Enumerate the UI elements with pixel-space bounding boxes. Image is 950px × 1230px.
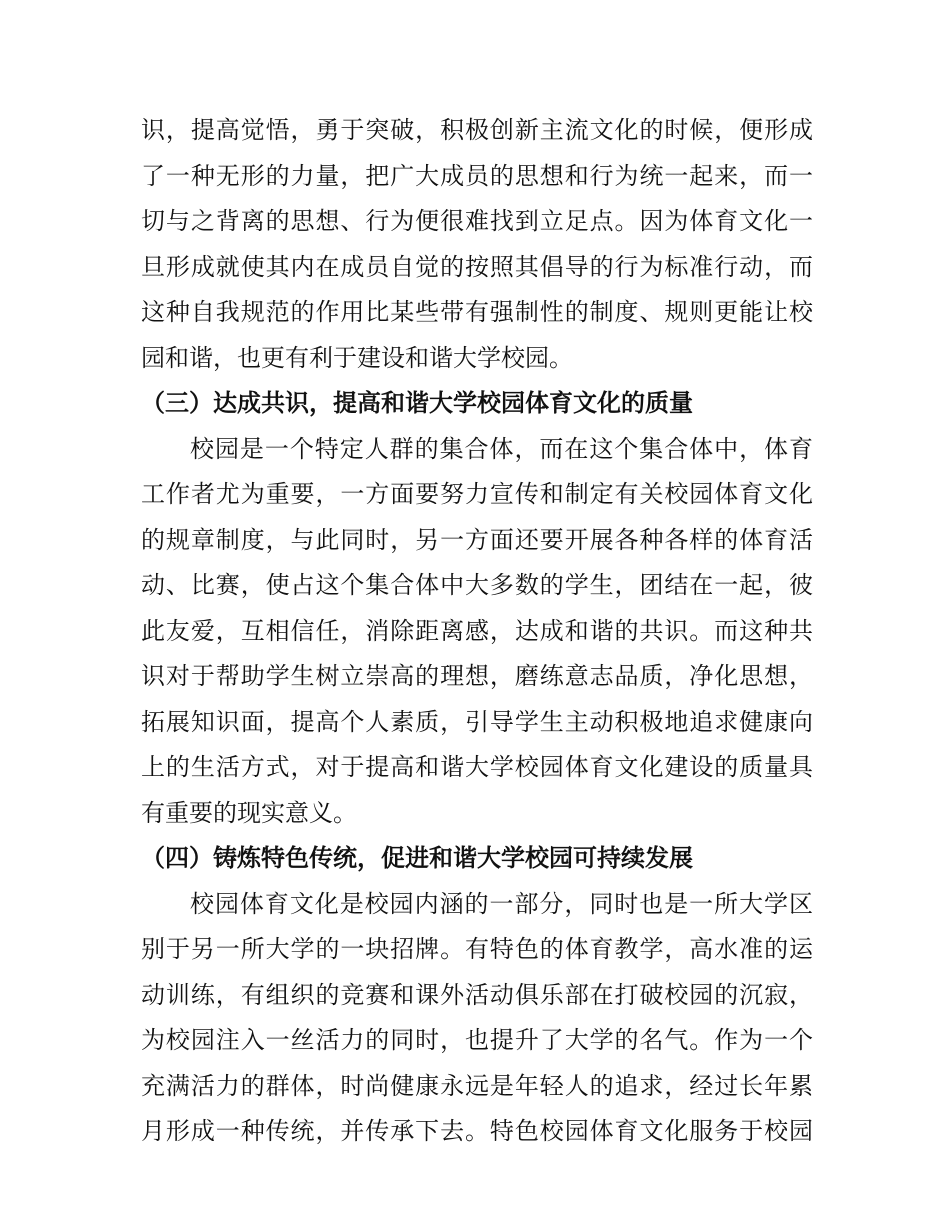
text-line: 动、比赛，使占这个集合体中大多数的学生，团结在一起，彼 [141, 571, 813, 599]
text-line: 这种自我规范的作用比某些带有强制性的制度、规则更能让校 [141, 298, 813, 326]
paragraph-continuation [141, 108, 813, 381]
text-line: 了一种无形的力量，把广大成员的思想和行为统一起来，而一 [141, 161, 813, 190]
section-heading-3: （三）达成共识，提高和谐大学校园体育文化的质量 [141, 389, 693, 417]
text-line: 上的生活方式，对于提高和谐大学校园体育文化建设的质量具 [141, 753, 813, 781]
text-line: 切与之背离的思想、行为便很难找到立足点。因为体育文化一 [141, 207, 813, 235]
text-line: 的规章制度，与此同时，另一方面还要开展各种各样的体育活 [141, 525, 813, 554]
section-heading-4: （四）铸炼特色传统，促进和谐大学校园可持续发展 [141, 844, 693, 872]
text-line: 此友爱，互相信任，消除距离感，达成和谐的共识。而这种共 [141, 616, 813, 645]
text-line: 识，提高觉悟，勇于突破，积极创新主流文化的时候，便形成 [141, 116, 813, 144]
text-line: 校园体育文化是校园内涵的一部分，同时也是一所大学区 [190, 889, 813, 918]
text-line: 园和谐，也更有利于建设和谐大学校园。 [141, 343, 573, 372]
text-line: 有重要的现实意义。 [141, 798, 357, 827]
text-line: 工作者尤为重要，一方面要努力宣传和制定有关校园体育文化 [141, 480, 813, 508]
paragraph-consensus [141, 427, 813, 837]
text-line: 校园是一个特定人群的集合体，而在这个集合体中，体育 [190, 434, 813, 463]
text-line: 动训练，有组织的竞赛和课外活动俱乐部在打破校园的沉寂， [141, 980, 813, 1009]
text-line: 月形成一种传统，并传承下去。特色校园体育文化服务于校园 [141, 1117, 813, 1145]
text-line: 拓展知识面，提高个人素质，引导学生主动积极地追求健康向 [141, 707, 813, 736]
text-line: 充满活力的群体，时尚健康永远是年轻人的追求，经过长年累 [141, 1071, 813, 1100]
text-line: 别于另一所大学的一块招牌。有特色的体育教学，高水准的运 [141, 935, 813, 963]
text-line: 旦形成就使其内在成员自觉的按照其倡导的行为标准行动，而 [141, 252, 813, 281]
document-page [141, 108, 813, 1155]
text-line: 识对于帮助学生树立崇高的理想，磨练意志品质，净化思想， [141, 662, 813, 690]
paragraph-tradition [141, 882, 813, 1155]
text-line: 为校园注入一丝活力的同时，也提升了大学的名气。作为一个 [141, 1026, 813, 1054]
